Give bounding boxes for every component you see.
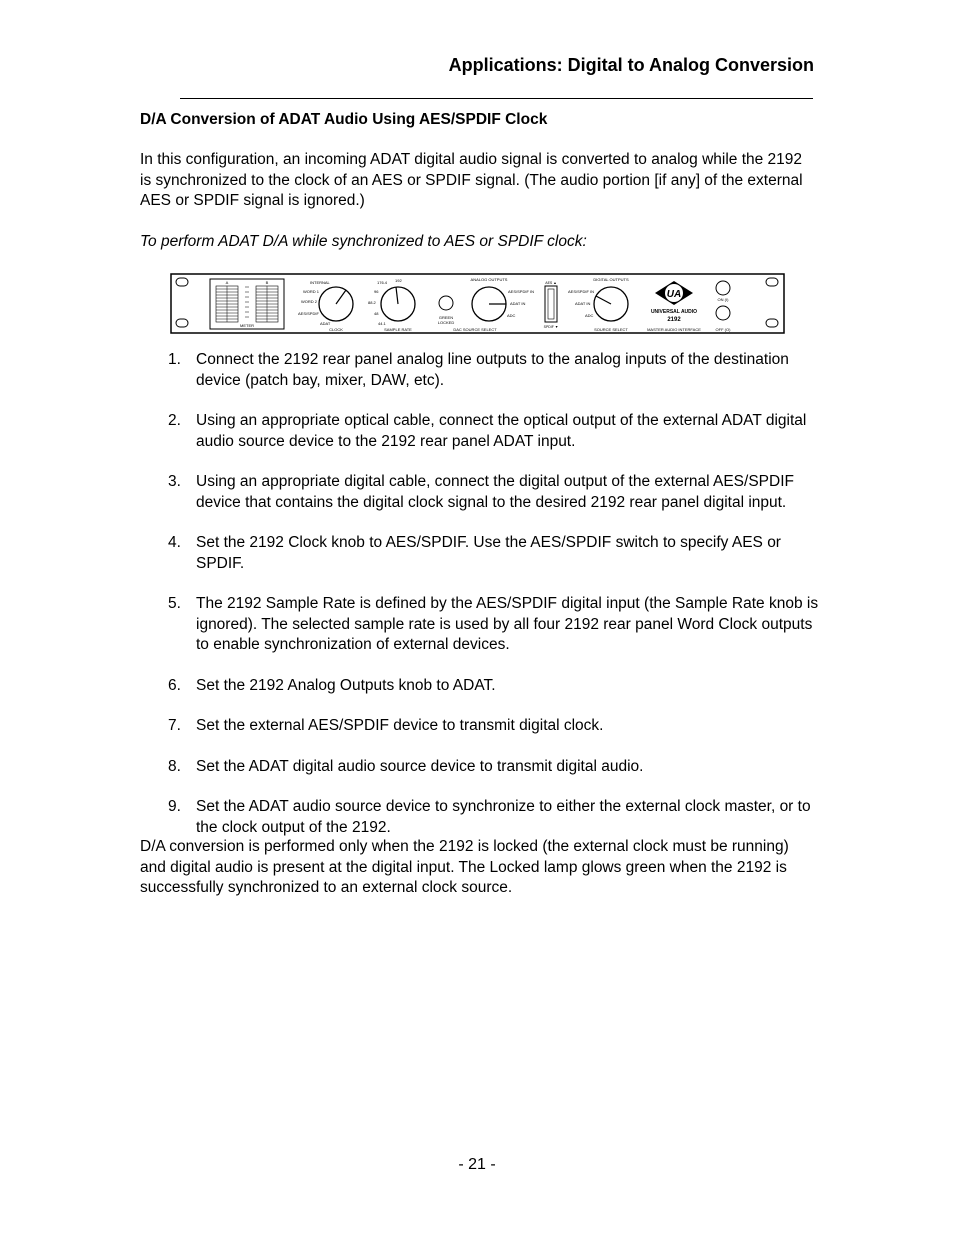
page-header-title: Applications: Digital to Analog Conversion bbox=[448, 55, 814, 75]
brand-name: UNIVERSAL AUDIO bbox=[650, 309, 698, 315]
step-text: Connect the 2192 rear panel analog line outputs to the analog inputs of the destination device (patch bay, mixer, DAW, etc). bbox=[196, 351, 789, 389]
intro-paragraph: In this configuration, an incoming ADAT digital audio signal is converted to analog while the 2192 is synchronized to the clock of an AES or SPDIF signal. (The audio portion [if any] of the external AES or SPDIF signal is ignored.) bbox=[140, 151, 803, 209]
section-heading: D/A Conversion of ADAT Audio Using AES/SPDIF Clock bbox=[140, 111, 548, 128]
list-item bbox=[168, 411, 820, 452]
step-number: 1. bbox=[168, 351, 181, 368]
dac-source-label: DAC SOURCE SELECT bbox=[453, 327, 497, 332]
steps-list bbox=[168, 350, 820, 858]
svg-text:UA: UA bbox=[666, 289, 682, 300]
list-item bbox=[168, 350, 820, 391]
dac-option-adc: ADC bbox=[507, 313, 516, 318]
locked-label: LOCKED bbox=[437, 320, 455, 325]
clock-label: CLOCK bbox=[329, 327, 343, 332]
step-number: 4. bbox=[168, 534, 181, 551]
power-off-label: OFF (O) bbox=[715, 327, 731, 332]
locked-lamp bbox=[439, 296, 453, 310]
aes-spdif-switch[interactable] bbox=[545, 286, 557, 322]
sample-rate-option-96: 96 bbox=[374, 289, 379, 294]
step-text: Set the external AES/SPDIF device to transmit digital clock. bbox=[196, 717, 604, 734]
locked-color-label: GREEN bbox=[438, 315, 454, 320]
switch-top-label: AES ▲ bbox=[545, 281, 557, 285]
sample-rate-option-48: 48 bbox=[374, 311, 379, 316]
list-item bbox=[168, 797, 820, 838]
step-number: 9. bbox=[168, 798, 181, 815]
step-text: Set the ADAT audio source device to synchronize to either the external clock master, or to the clock output of the 2192. bbox=[196, 798, 811, 836]
list-item bbox=[168, 676, 820, 697]
step-text: Using an appropriate optical cable, connect the optical output of the external ADAT digital audio source device to the 2192 rear panel ADAT input. bbox=[196, 412, 807, 450]
instruction-paragraph: To perform ADAT D/A while synchronized to AES or SPDIF clock: bbox=[140, 233, 587, 250]
clock-option-word1: WORD 1 bbox=[303, 289, 319, 294]
list-item bbox=[168, 716, 820, 737]
meter-label: METER bbox=[240, 323, 254, 328]
digital-outputs-title: DIGITAL OUTPUTS bbox=[593, 277, 629, 282]
model-number: 2192 bbox=[667, 317, 681, 323]
step-text: Set the 2192 Analog Outputs knob to ADAT. bbox=[196, 676, 496, 694]
list-item bbox=[168, 757, 820, 778]
dac-option-aes-spdif: AES/SPDIF IN bbox=[508, 289, 535, 294]
power-switch[interactable] bbox=[716, 306, 730, 320]
step-text: Set the 2192 Clock knob to AES/SPDIF. Use the AES/SPDIF switch to specify AES or SPDIF. bbox=[196, 534, 781, 572]
brand-subtitle: MASTER AUDIO INTERFACE bbox=[647, 327, 701, 332]
clock-option-word2: WORD 2 bbox=[301, 299, 317, 304]
meter-channel-b: B bbox=[265, 280, 269, 285]
page-number: - 21 - bbox=[458, 1156, 496, 1173]
closing-paragraph: D/A conversion is performed only when the 2192 is locked (the external clock must be running) and digital audio is present at the digital input. The Locked lamp glows green when the 2192 is successfully synchronized to an external clock source. bbox=[140, 838, 789, 896]
step-text: The 2192 Sample Rate is defined by the AES/SPDIF digital input (the Sample Rate knob is ignored). The selected sample rate is used by all four 2192 rear panel Word Clock outputs to enable synchronization of external devices. bbox=[196, 595, 819, 653]
list-item bbox=[168, 594, 820, 656]
source-select-label: SOURCE SELECT bbox=[594, 327, 628, 332]
power-led bbox=[716, 281, 730, 295]
sample-rate-option-176: 176.4 bbox=[377, 280, 388, 285]
header-rule bbox=[180, 98, 813, 99]
clock-option-internal: INTERNAL bbox=[310, 280, 330, 285]
analog-outputs-title: ANALOG OUTPUTS bbox=[470, 277, 508, 282]
source-option-adat: ADAT IN bbox=[575, 301, 591, 306]
source-option-adc: ADC bbox=[585, 313, 594, 318]
step-number: 3. bbox=[168, 473, 181, 490]
clock-option-aes-spdif: AES/SPDIF bbox=[298, 311, 319, 316]
sample-rate-option-44: 44.1 bbox=[378, 321, 386, 326]
step-text: Set the ADAT digital audio source device to transmit digital audio. bbox=[196, 757, 644, 775]
aes-spdif-switch-group bbox=[544, 281, 559, 329]
dac-option-adat: ADAT IN bbox=[510, 301, 526, 306]
step-text: Using an appropriate digital cable, connect the digital output of the external AES/SPDIF device that contains the digital clock signal to the desired 2192 rear panel digital input. bbox=[196, 473, 794, 511]
step-number: 7. bbox=[168, 717, 181, 734]
meter-channel-a: A bbox=[225, 280, 229, 285]
step-number: 6. bbox=[168, 676, 181, 694]
sample-rate-label: SAMPLE RATE bbox=[384, 327, 412, 332]
switch-bottom-label: SPDIF ▼ bbox=[543, 325, 559, 329]
list-item bbox=[168, 533, 820, 574]
step-number: 2. bbox=[168, 412, 181, 429]
step-number: 8. bbox=[168, 757, 181, 775]
clock-option-adat: ADAT bbox=[320, 321, 331, 326]
sample-rate-option-88: 88.2 bbox=[368, 300, 376, 305]
front-panel-diagram bbox=[170, 273, 785, 334]
sample-rate-option-192: 192 bbox=[395, 278, 402, 283]
step-number: 5. bbox=[168, 595, 181, 612]
power-on-label: ON (I) bbox=[717, 297, 729, 302]
list-item bbox=[168, 472, 820, 513]
source-option-aes-spdif: AES/SPDIF IN bbox=[568, 289, 595, 294]
